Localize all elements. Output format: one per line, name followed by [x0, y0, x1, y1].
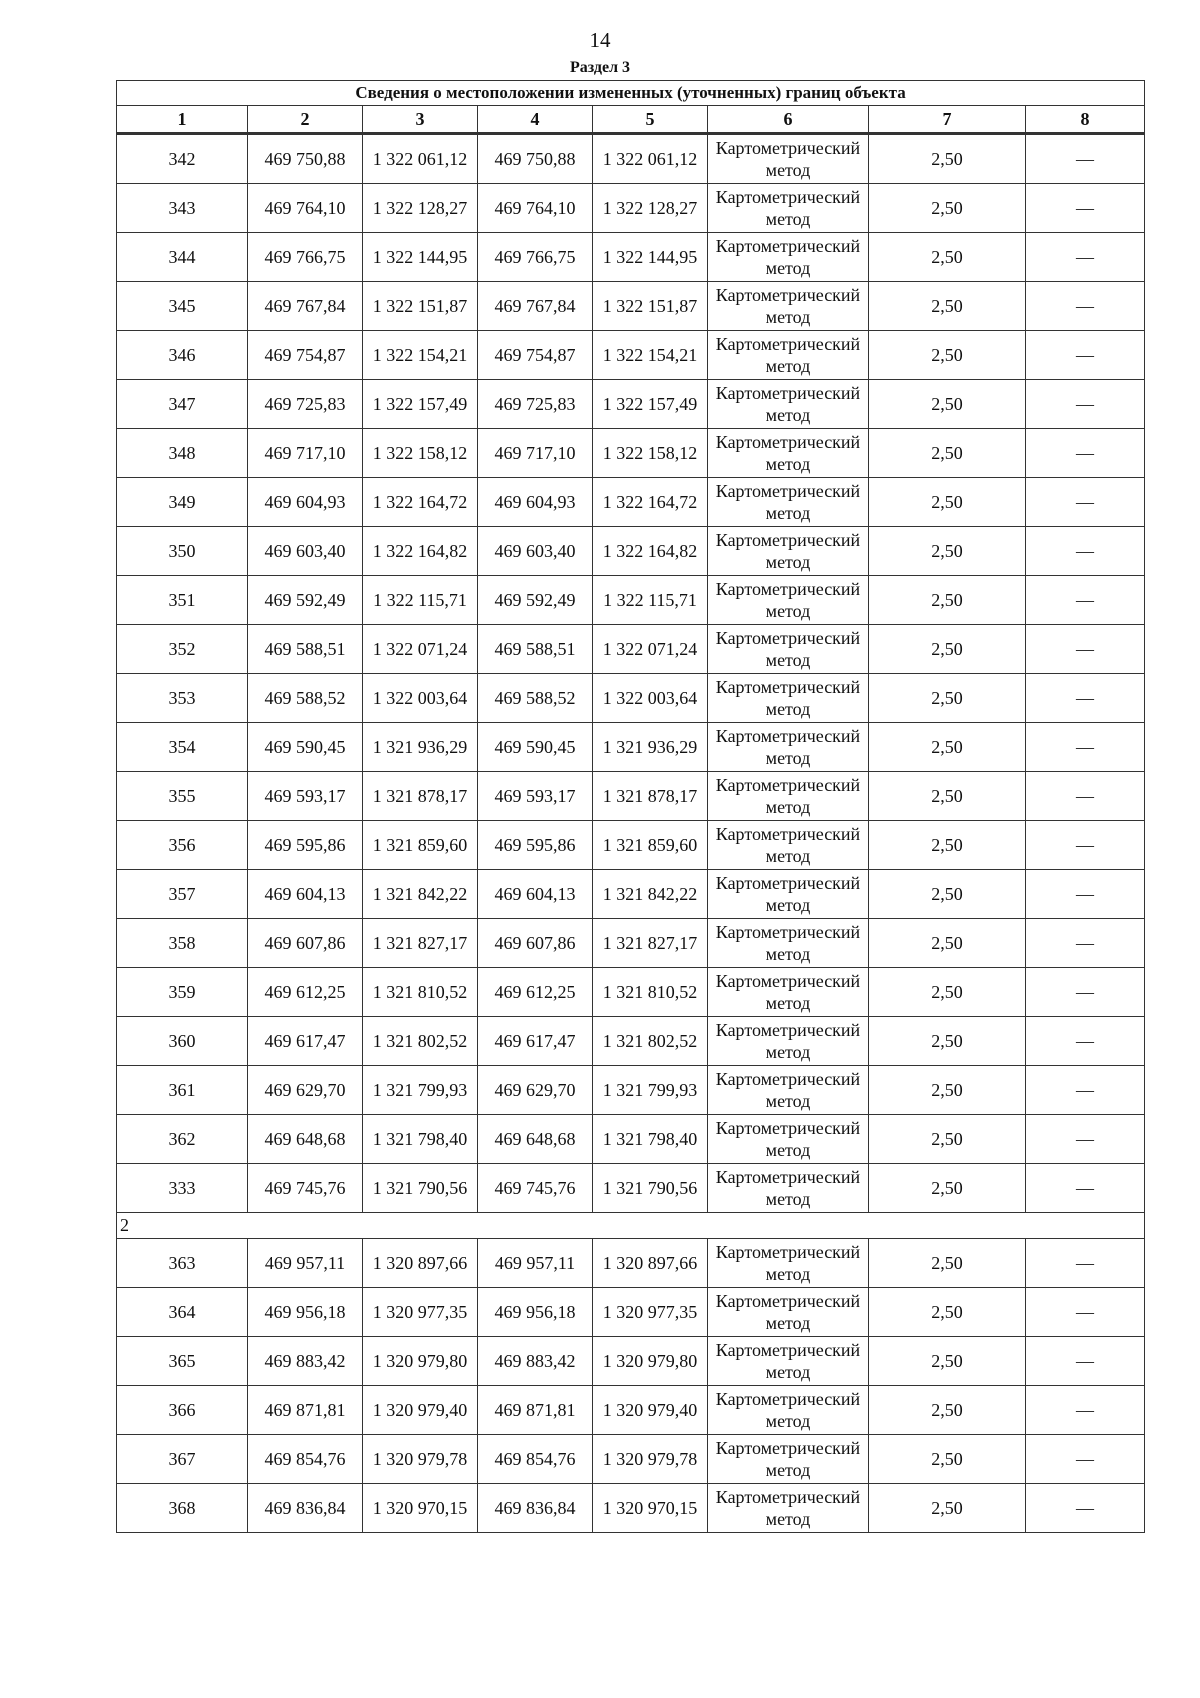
new-y-cell: 1 321 859,60 [593, 821, 708, 870]
old-x-cell: 469 854,76 [248, 1435, 363, 1484]
description-cell: — [1026, 968, 1145, 1017]
point-number-cell: 346 [117, 331, 248, 380]
description-cell: — [1026, 1017, 1145, 1066]
description-cell: — [1026, 233, 1145, 282]
point-number-cell: 367 [117, 1435, 248, 1484]
new-y-cell: 1 322 071,24 [593, 625, 708, 674]
boundary-coordinates-table [116, 80, 1145, 1533]
method-cell: Картометрический метод [708, 478, 869, 527]
old-x-cell: 469 603,40 [248, 527, 363, 576]
new-y-cell: 1 320 977,35 [593, 1288, 708, 1337]
point-number-cell: 348 [117, 429, 248, 478]
accuracy-cell: 2,50 [869, 282, 1026, 331]
method-cell: Картометрический метод [708, 134, 869, 184]
old-y-cell: 1 322 115,71 [363, 576, 478, 625]
old-y-cell: 1 321 878,17 [363, 772, 478, 821]
method-cell: Картометрический метод [708, 919, 869, 968]
accuracy-cell: 2,50 [869, 478, 1026, 527]
new-x-cell: 469 607,86 [478, 919, 593, 968]
old-x-cell: 469 588,51 [248, 625, 363, 674]
table-row [117, 1435, 1145, 1484]
accuracy-cell: 2,50 [869, 870, 1026, 919]
table-caption: Сведения о местоположении измененных (уточненных) границ объекта [117, 81, 1145, 106]
method-cell: Картометрический метод [708, 968, 869, 1017]
method-cell: Картометрический метод [708, 1386, 869, 1435]
old-x-cell: 469 750,88 [248, 134, 363, 184]
new-x-cell: 469 767,84 [478, 282, 593, 331]
method-cell: Картометрический метод [708, 772, 869, 821]
new-y-cell: 1 321 827,17 [593, 919, 708, 968]
column-header-3: 3 [363, 106, 478, 134]
new-y-cell: 1 322 003,64 [593, 674, 708, 723]
new-y-cell: 1 322 158,12 [593, 429, 708, 478]
old-y-cell: 1 320 977,35 [363, 1288, 478, 1337]
column-header-4: 4 [478, 106, 593, 134]
description-cell: — [1026, 576, 1145, 625]
old-x-cell: 469 836,84 [248, 1484, 363, 1533]
point-number-cell: 358 [117, 919, 248, 968]
old-x-cell: 469 592,49 [248, 576, 363, 625]
old-x-cell: 469 588,52 [248, 674, 363, 723]
accuracy-cell: 2,50 [869, 527, 1026, 576]
old-x-cell: 469 604,93 [248, 478, 363, 527]
point-number-cell: 353 [117, 674, 248, 723]
accuracy-cell: 2,50 [869, 233, 1026, 282]
accuracy-cell: 2,50 [869, 1066, 1026, 1115]
old-y-cell: 1 322 164,82 [363, 527, 478, 576]
old-x-cell: 469 717,10 [248, 429, 363, 478]
point-number-cell: 356 [117, 821, 248, 870]
accuracy-cell: 2,50 [869, 1435, 1026, 1484]
contour-label-row [117, 1213, 1145, 1239]
column-header-2: 2 [248, 106, 363, 134]
old-x-cell: 469 871,81 [248, 1386, 363, 1435]
accuracy-cell: 2,50 [869, 1484, 1026, 1533]
new-x-cell: 469 629,70 [478, 1066, 593, 1115]
method-cell: Картометрический метод [708, 1288, 869, 1337]
method-cell: Картометрический метод [708, 723, 869, 772]
table-row [117, 331, 1145, 380]
method-cell: Картометрический метод [708, 380, 869, 429]
new-y-cell: 1 322 144,95 [593, 233, 708, 282]
method-cell: Картометрический метод [708, 1164, 869, 1213]
accuracy-cell: 2,50 [869, 772, 1026, 821]
new-y-cell: 1 320 970,15 [593, 1484, 708, 1533]
accuracy-cell: 2,50 [869, 1239, 1026, 1288]
description-cell: — [1026, 1164, 1145, 1213]
old-x-cell: 469 957,11 [248, 1239, 363, 1288]
old-x-cell: 469 595,86 [248, 821, 363, 870]
table-row [117, 527, 1145, 576]
new-x-cell: 469 750,88 [478, 134, 593, 184]
old-y-cell: 1 321 799,93 [363, 1066, 478, 1115]
table-row [117, 1164, 1145, 1213]
table-row [117, 821, 1145, 870]
description-cell: — [1026, 527, 1145, 576]
old-x-cell: 469 612,25 [248, 968, 363, 1017]
old-x-cell: 469 648,68 [248, 1115, 363, 1164]
table-row [117, 380, 1145, 429]
description-cell: — [1026, 723, 1145, 772]
old-y-cell: 1 320 979,40 [363, 1386, 478, 1435]
new-y-cell: 1 321 936,29 [593, 723, 708, 772]
point-number-cell: 365 [117, 1337, 248, 1386]
accuracy-cell: 2,50 [869, 1337, 1026, 1386]
column-header-6: 6 [708, 106, 869, 134]
old-x-cell: 469 764,10 [248, 184, 363, 233]
old-x-cell: 469 604,13 [248, 870, 363, 919]
method-cell: Картометрический метод [708, 429, 869, 478]
new-x-cell: 469 871,81 [478, 1386, 593, 1435]
table-row [117, 772, 1145, 821]
table-row [117, 968, 1145, 1017]
table-row [117, 919, 1145, 968]
old-y-cell: 1 322 158,12 [363, 429, 478, 478]
old-x-cell: 469 607,86 [248, 919, 363, 968]
point-number-cell: 355 [117, 772, 248, 821]
method-cell: Картометрический метод [708, 625, 869, 674]
accuracy-cell: 2,50 [869, 1288, 1026, 1337]
table-body [117, 134, 1145, 1533]
description-cell: — [1026, 821, 1145, 870]
page-number: 14 [589, 28, 611, 52]
old-x-cell: 469 593,17 [248, 772, 363, 821]
method-cell: Картометрический метод [708, 674, 869, 723]
accuracy-cell: 2,50 [869, 576, 1026, 625]
new-x-cell: 469 717,10 [478, 429, 593, 478]
column-header-5: 5 [593, 106, 708, 134]
old-y-cell: 1 322 157,49 [363, 380, 478, 429]
new-y-cell: 1 322 164,72 [593, 478, 708, 527]
column-header-8: 8 [1026, 106, 1145, 134]
description-cell: — [1026, 282, 1145, 331]
old-y-cell: 1 321 859,60 [363, 821, 478, 870]
accuracy-cell: 2,50 [869, 331, 1026, 380]
new-y-cell: 1 322 164,82 [593, 527, 708, 576]
new-x-cell: 469 766,75 [478, 233, 593, 282]
old-y-cell: 1 322 144,95 [363, 233, 478, 282]
new-y-cell: 1 322 061,12 [593, 134, 708, 184]
point-number-cell: 363 [117, 1239, 248, 1288]
point-number-cell: 359 [117, 968, 248, 1017]
method-cell: Картометрический метод [708, 821, 869, 870]
new-x-cell: 469 593,17 [478, 772, 593, 821]
old-y-cell: 1 322 154,21 [363, 331, 478, 380]
accuracy-cell: 2,50 [869, 1386, 1026, 1435]
new-x-cell: 469 588,52 [478, 674, 593, 723]
accuracy-cell: 2,50 [869, 723, 1026, 772]
description-cell: — [1026, 625, 1145, 674]
description-cell: — [1026, 1066, 1145, 1115]
method-cell: Картометрический метод [708, 576, 869, 625]
new-x-cell: 469 604,93 [478, 478, 593, 527]
new-y-cell: 1 322 128,27 [593, 184, 708, 233]
point-number-cell: 357 [117, 870, 248, 919]
accuracy-cell: 2,50 [869, 429, 1026, 478]
new-y-cell: 1 321 799,93 [593, 1066, 708, 1115]
table-row [117, 282, 1145, 331]
point-number-cell: 354 [117, 723, 248, 772]
accuracy-cell: 2,50 [869, 674, 1026, 723]
new-y-cell: 1 321 878,17 [593, 772, 708, 821]
description-cell: — [1026, 134, 1145, 184]
table-row [117, 1017, 1145, 1066]
old-y-cell: 1 322 128,27 [363, 184, 478, 233]
contour-label: 2 [117, 1213, 1145, 1239]
new-y-cell: 1 322 154,21 [593, 331, 708, 380]
table-row [117, 576, 1145, 625]
point-number-cell: 362 [117, 1115, 248, 1164]
description-cell: — [1026, 1239, 1145, 1288]
accuracy-cell: 2,50 [869, 968, 1026, 1017]
point-number-cell: 364 [117, 1288, 248, 1337]
table-row [117, 478, 1145, 527]
new-x-cell: 469 883,42 [478, 1337, 593, 1386]
point-number-cell: 349 [117, 478, 248, 527]
new-x-cell: 469 956,18 [478, 1288, 593, 1337]
accuracy-cell: 2,50 [869, 821, 1026, 870]
point-number-cell: 345 [117, 282, 248, 331]
new-x-cell: 469 603,40 [478, 527, 593, 576]
table-row [117, 625, 1145, 674]
old-x-cell: 469 956,18 [248, 1288, 363, 1337]
old-y-cell: 1 320 897,66 [363, 1239, 478, 1288]
description-cell: — [1026, 1288, 1145, 1337]
table-row [117, 870, 1145, 919]
description-cell: — [1026, 919, 1145, 968]
table-row [117, 1239, 1145, 1288]
table-row [117, 233, 1145, 282]
description-cell: — [1026, 870, 1145, 919]
old-y-cell: 1 322 003,64 [363, 674, 478, 723]
table-row [117, 1484, 1145, 1533]
new-x-cell: 469 957,11 [478, 1239, 593, 1288]
point-number-cell: 351 [117, 576, 248, 625]
description-cell: — [1026, 184, 1145, 233]
old-x-cell: 469 590,45 [248, 723, 363, 772]
method-cell: Картометрический метод [708, 1066, 869, 1115]
point-number-cell: 342 [117, 134, 248, 184]
new-y-cell: 1 320 979,78 [593, 1435, 708, 1484]
new-x-cell: 469 590,45 [478, 723, 593, 772]
new-y-cell: 1 321 810,52 [593, 968, 708, 1017]
description-cell: — [1026, 478, 1145, 527]
new-x-cell: 469 595,86 [478, 821, 593, 870]
method-cell: Картометрический метод [708, 1337, 869, 1386]
method-cell: Картометрический метод [708, 527, 869, 576]
new-y-cell: 1 321 842,22 [593, 870, 708, 919]
point-number-cell: 360 [117, 1017, 248, 1066]
point-number-cell: 333 [117, 1164, 248, 1213]
method-cell: Картометрический метод [708, 1017, 869, 1066]
old-x-cell: 469 745,76 [248, 1164, 363, 1213]
column-header-7: 7 [869, 106, 1026, 134]
table-row [117, 184, 1145, 233]
new-y-cell: 1 321 790,56 [593, 1164, 708, 1213]
old-y-cell: 1 321 827,17 [363, 919, 478, 968]
method-cell: Картометрический метод [708, 233, 869, 282]
old-y-cell: 1 322 071,24 [363, 625, 478, 674]
table-row [117, 1066, 1145, 1115]
method-cell: Картометрический метод [708, 331, 869, 380]
column-header-1: 1 [117, 106, 248, 134]
accuracy-cell: 2,50 [869, 1017, 1026, 1066]
description-cell: — [1026, 772, 1145, 821]
old-x-cell: 469 754,87 [248, 331, 363, 380]
old-x-cell: 469 617,47 [248, 1017, 363, 1066]
description-cell: — [1026, 331, 1145, 380]
table-row [117, 1337, 1145, 1386]
point-number-cell: 368 [117, 1484, 248, 1533]
old-x-cell: 469 766,75 [248, 233, 363, 282]
table-row [117, 134, 1145, 184]
method-cell: Картометрический метод [708, 282, 869, 331]
point-number-cell: 344 [117, 233, 248, 282]
accuracy-cell: 2,50 [869, 134, 1026, 184]
new-x-cell: 469 617,47 [478, 1017, 593, 1066]
old-x-cell: 469 629,70 [248, 1066, 363, 1115]
method-cell: Картометрический метод [708, 1239, 869, 1288]
accuracy-cell: 2,50 [869, 1115, 1026, 1164]
method-cell: Картометрический метод [708, 1484, 869, 1533]
accuracy-cell: 2,50 [869, 380, 1026, 429]
method-cell: Картометрический метод [708, 184, 869, 233]
old-y-cell: 1 320 979,78 [363, 1435, 478, 1484]
description-cell: — [1026, 1386, 1145, 1435]
new-y-cell: 1 321 802,52 [593, 1017, 708, 1066]
table-row [117, 1386, 1145, 1435]
old-y-cell: 1 322 151,87 [363, 282, 478, 331]
section-title: Раздел 3 [569, 59, 631, 76]
table-row [117, 674, 1145, 723]
new-x-cell: 469 764,10 [478, 184, 593, 233]
accuracy-cell: 2,50 [869, 184, 1026, 233]
old-y-cell: 1 321 798,40 [363, 1115, 478, 1164]
description-cell: — [1026, 1337, 1145, 1386]
point-number-cell: 343 [117, 184, 248, 233]
new-x-cell: 469 612,25 [478, 968, 593, 1017]
accuracy-cell: 2,50 [869, 625, 1026, 674]
new-x-cell: 469 604,13 [478, 870, 593, 919]
new-x-cell: 469 592,49 [478, 576, 593, 625]
new-x-cell: 469 588,51 [478, 625, 593, 674]
new-x-cell: 469 836,84 [478, 1484, 593, 1533]
new-y-cell: 1 322 115,71 [593, 576, 708, 625]
point-number-cell: 352 [117, 625, 248, 674]
old-x-cell: 469 725,83 [248, 380, 363, 429]
description-cell: — [1026, 380, 1145, 429]
old-x-cell: 469 883,42 [248, 1337, 363, 1386]
new-y-cell: 1 322 157,49 [593, 380, 708, 429]
point-number-cell: 347 [117, 380, 248, 429]
method-cell: Картометрический метод [708, 870, 869, 919]
new-y-cell: 1 322 151,87 [593, 282, 708, 331]
accuracy-cell: 2,50 [869, 1164, 1026, 1213]
new-y-cell: 1 320 897,66 [593, 1239, 708, 1288]
new-y-cell: 1 321 798,40 [593, 1115, 708, 1164]
new-x-cell: 469 648,68 [478, 1115, 593, 1164]
description-cell: — [1026, 1435, 1145, 1484]
description-cell: — [1026, 1484, 1145, 1533]
old-y-cell: 1 322 164,72 [363, 478, 478, 527]
old-y-cell: 1 320 979,80 [363, 1337, 478, 1386]
new-x-cell: 469 754,87 [478, 331, 593, 380]
description-cell: — [1026, 429, 1145, 478]
new-x-cell: 469 745,76 [478, 1164, 593, 1213]
old-y-cell: 1 322 061,12 [363, 134, 478, 184]
old-x-cell: 469 767,84 [248, 282, 363, 331]
new-y-cell: 1 320 979,40 [593, 1386, 708, 1435]
accuracy-cell: 2,50 [869, 919, 1026, 968]
table-row [117, 429, 1145, 478]
old-y-cell: 1 321 790,56 [363, 1164, 478, 1213]
old-y-cell: 1 321 802,52 [363, 1017, 478, 1066]
method-cell: Картометрический метод [708, 1115, 869, 1164]
new-y-cell: 1 320 979,80 [593, 1337, 708, 1386]
old-y-cell: 1 321 810,52 [363, 968, 478, 1017]
old-y-cell: 1 321 842,22 [363, 870, 478, 919]
old-y-cell: 1 321 936,29 [363, 723, 478, 772]
table-row [117, 1288, 1145, 1337]
new-x-cell: 469 725,83 [478, 380, 593, 429]
old-y-cell: 1 320 970,15 [363, 1484, 478, 1533]
table-row [117, 1115, 1145, 1164]
table-row [117, 723, 1145, 772]
point-number-cell: 366 [117, 1386, 248, 1435]
point-number-cell: 361 [117, 1066, 248, 1115]
method-cell: Картометрический метод [708, 1435, 869, 1484]
point-number-cell: 350 [117, 527, 248, 576]
description-cell: — [1026, 674, 1145, 723]
new-x-cell: 469 854,76 [478, 1435, 593, 1484]
description-cell: — [1026, 1115, 1145, 1164]
